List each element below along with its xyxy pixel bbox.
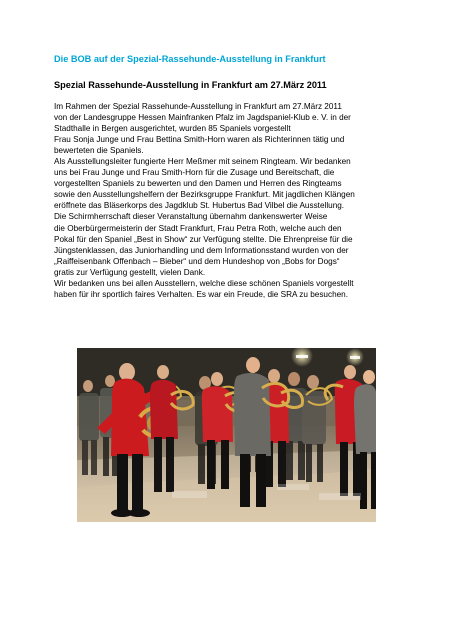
body-line: Wir bedanken uns bei allen Ausstellern, welche diese schönen Spaniels vorgestellt — [54, 278, 354, 288]
body-line: von der Landesgruppe Hessen Mainfranken Pfalz im Jagdspaniel-Klub e. V. in der — [54, 113, 351, 123]
body-line: haben für ihr sportlich faires Verhalten. Es war ein Freude, die SRA zu besuchen. — [54, 289, 349, 299]
body-line: bewerteten die Spaniels. — [54, 146, 144, 156]
ceiling-light-bar — [296, 355, 308, 358]
hunting-horn-band-photo — [77, 348, 376, 522]
body-line: Jüngstenklassen, das Juniorhandling und dem Informationsstand wurden von der — [54, 245, 349, 255]
body-line: Als Ausstellungsleiter fungierte Herr Meßmer mit seinem Ringteam. Wir bedanken — [54, 157, 351, 167]
ceiling-light-bar — [350, 356, 360, 359]
body-line: „Raiffeisenbank Offenbach – Bieber“ und dem Hundeshop von „Bobs for Dogs“ — [54, 256, 340, 266]
body-line: gratis zur Verfügung gestellt, vielen Dank. — [54, 267, 206, 277]
body-line: Frau Sonja Junge und Frau Bettina Smith-Horn waren als Richterinnen tätig und — [54, 135, 345, 145]
body-line: Stadthalle in Bergen ausgerichtet, wurden 85 Spaniels vorgestellt — [54, 124, 291, 134]
body-line: die Oberbürgermeisterin der Stadt Frankfurt, Frau Petra Roth, welche auch den — [54, 223, 342, 233]
body-line: vorgestellten Spaniels zu bewerten und den Damen und Herren des Ringteams — [54, 179, 342, 189]
body-line: Die Schirmherrschaft dieser Veranstaltung übernahm dankenswerter Weise — [54, 212, 328, 222]
body-line: Pokal für den Spaniel „Best in Show“ zur Verfügung stellte. Die Ehrenpreise für die — [54, 234, 353, 244]
body-line: sowie den Ausstellungshelfern der Bezirksgruppe Frankfurt. Mit jagdlichen Klängen — [54, 190, 355, 200]
body-line: uns bei Frau Junge und Frau Smith-Horn für die Zusage und Bereitschaft, die — [54, 168, 335, 178]
hunting-horn-band-image — [77, 348, 376, 522]
body-line: Im Rahmen der Spezial Rassehunde-Ausstellung in Frankfurt am 27.März 2011 — [54, 102, 342, 111]
document-title: Die BOB auf der Spezial-Rassehunde-Ausstellung in Frankfurt — [54, 54, 326, 64]
event-subheading: Spezial Rassehunde-Ausstellung in Frankfurt am 27.März 2011 — [54, 80, 327, 90]
body-line: eröffnete das Bläserkorps des Jagdklub St. Hubertus Bad Vilbel die Ausstellung. — [54, 201, 345, 211]
event-report-text — [54, 101, 404, 300]
